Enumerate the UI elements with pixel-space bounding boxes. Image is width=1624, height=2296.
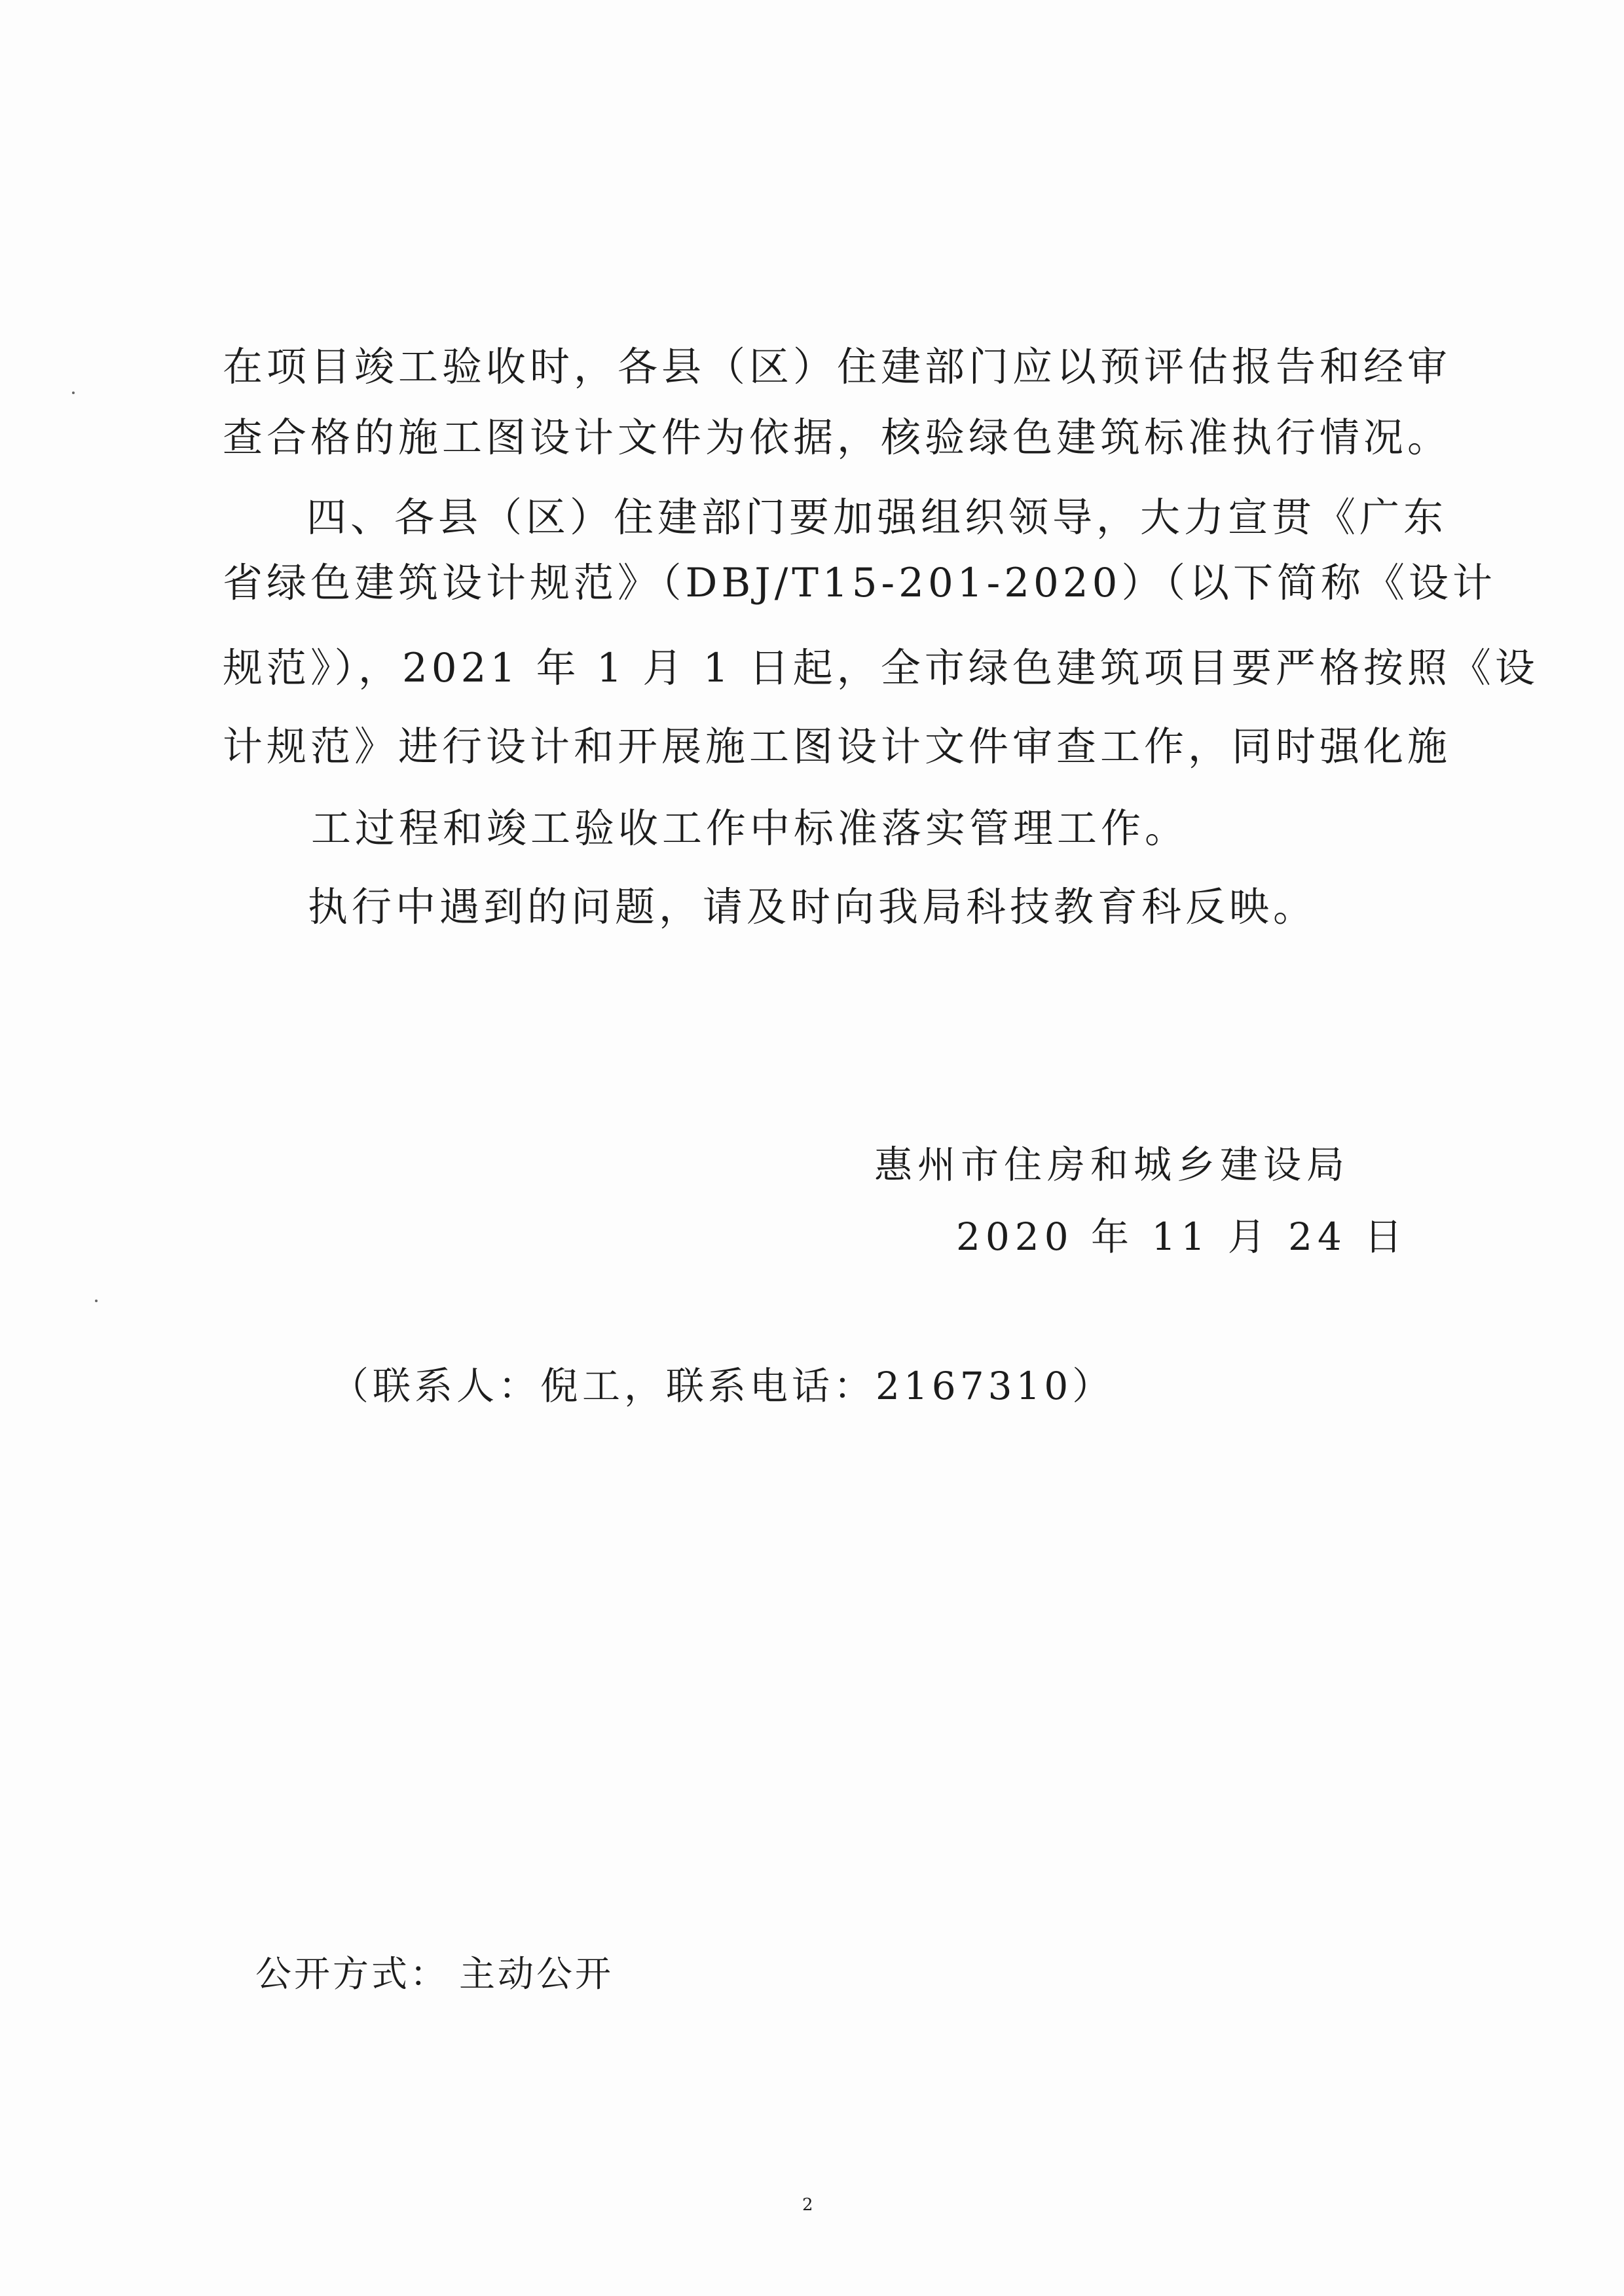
disclosure-method [255,1953,614,1995]
signature-organization: 惠州市住房和城乡建设局 [874,1142,1350,1187]
contact-info: （联系人：倪工，联系电话：2167310） [331,1364,1115,1408]
page-number: 2 [802,2195,813,2215]
paragraph-line: 在项目竣工验收时，各县（区）住建部门应以预评估报告和经审 [223,344,1452,390]
paragraph-line: 四、各县（区）住建部门要加强组织领导，大力宣贯《广东 [306,494,1448,541]
disclosure-value: 主动公开 [459,1953,614,1995]
paragraph-line: 规范》），2021 年 1 月 1 日起，全市绿色建筑项目要严格按照《设 [223,645,1539,691]
scan-speck [95,1300,98,1302]
paragraph-line: 省绿色建筑设计规范》（DBJ/T15-201-2020）（以下简称《设计 [223,560,1496,606]
disclosure-label: 公开方式： [255,1953,449,1995]
scan-speck [72,392,75,394]
signature-date: 2020 年 11 月 24 日 [956,1214,1408,1259]
paragraph-line: 工过程和竣工验收工作中标准落实管理工作。 [311,805,1189,852]
paragraph-line: 计规范》进行设计和开展施工图设计文件审查工作，同时强化施 [223,723,1452,770]
paragraph-line: 执行中遇到的问题，请及时向我局科技教育科反映。 [308,884,1318,930]
paragraph-line: 查合格的施工图设计文件为依据，核验绿色建筑标准执行情况。 [223,414,1452,461]
